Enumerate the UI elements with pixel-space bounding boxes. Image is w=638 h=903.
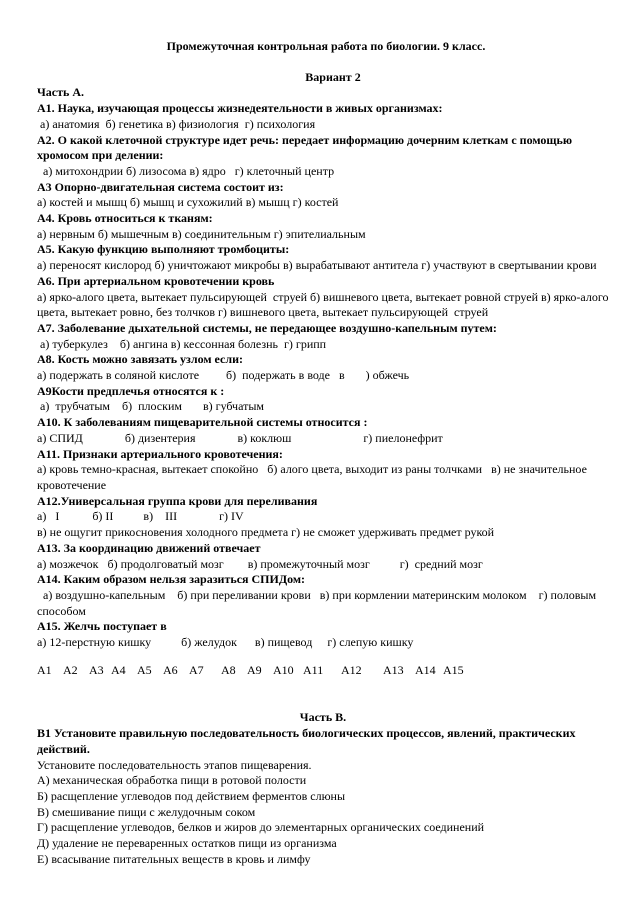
question-text: А1. Наука, изучающая процессы жизнедеятельности в живых организмах: (37, 101, 443, 116)
part-b-items (37, 773, 609, 867)
question-block (37, 494, 609, 541)
question-text: А15. Желчь поступает в (37, 619, 167, 634)
part-b-instruction: Установите последовательность этапов пищеварения. (37, 757, 312, 772)
question-block (37, 384, 609, 415)
answer-options: а) СПИД б) дизентерия в) коклюш г) пиелонефрит (37, 430, 443, 445)
answer-options: а) I б) II в) III г) IV (37, 509, 244, 524)
answer-label: А15 (443, 662, 464, 677)
sequence-item: Г) расщепление углеводов, белков и жиров до элементарных органических соединений (37, 820, 485, 835)
variant-label: Вариант 2 (305, 69, 361, 84)
question-block (37, 572, 609, 619)
answer-labels-row (37, 663, 609, 679)
answer-options: а) мозжечок б) продолговатый мозг в) промежуточный мозг г) средний мозг (37, 556, 483, 571)
answer-label: А1 (37, 662, 52, 677)
sequence-item: Б) расщепление углеводов под действием ферментов слюны (37, 788, 346, 803)
answer-options: а) костей и мышц б) мышц и сухожилий в) мышц г) костей (37, 195, 339, 210)
sequence-item: Д) удаление не переваренных остатков пищи из организма (37, 836, 337, 851)
answer-options: а) нервным б) мышечным в) соединительным г) эпителиальным (37, 226, 366, 241)
question-text: А4. Кровь относиться к тканям: (37, 211, 213, 226)
question-text: А10. К заболеваниям пищеварительной системы относится : (37, 415, 368, 430)
question-text: А13. За координацию движений отвечает (37, 540, 261, 555)
part-b-title: Часть В. (299, 710, 347, 725)
answer-label: А2 (63, 662, 78, 677)
answer-options: а) подержать в соляной кислоте б) подержать в воде в ) обжечь (37, 368, 410, 383)
question-text: А6. При артериальном кровотечении кровь (37, 273, 275, 288)
question-block (37, 242, 609, 273)
question-text: А14. Каким образом нельзя заразиться СПИДом: (37, 572, 306, 587)
sequence-item: В) смешивание пищи с желудочным соком (37, 804, 256, 819)
question-block (37, 133, 609, 180)
part-a-questions (37, 101, 612, 651)
page-title: Промежуточная контрольная работа по биологии. 9 класс. (166, 39, 486, 53)
answer-options: а) воздушно-капельным б) при переливании крови в) при кормлении материнским молоком г) половым способом (37, 587, 600, 618)
question-block (37, 415, 609, 446)
question-text: А12.Универсальная группа крови для переливания (37, 493, 318, 508)
answer-label: А13 (383, 662, 404, 677)
question-block (37, 321, 609, 352)
question-block (37, 619, 609, 650)
answer-label: А12 (341, 662, 362, 677)
question-block (37, 352, 609, 383)
answer-options: а) 12-перстную кишку б) желудок в) пищевод г) слепую кишку (37, 635, 414, 650)
question-text: А8. Кость можно завязать узлом если: (37, 352, 243, 367)
answer-label: А4 (111, 662, 126, 677)
question-text: А5. Какую функцию выполняют тромбоциты: (37, 242, 290, 257)
answer-label: А5 (137, 662, 152, 677)
answer-options: а) кровь темно-красная, вытекает спокойно б) алого цвета, выходит из раны толчками в) не значительное кровотечение (37, 462, 590, 492)
answer-label: А7 (189, 662, 204, 677)
question-text: А11. Признаки артериального кровотечения: (37, 446, 283, 461)
question-block (37, 180, 609, 211)
question-text: А9Кости предплечья относятся к : (37, 383, 225, 398)
part-a-title: Часть А. (37, 85, 85, 100)
question-block (37, 101, 609, 132)
question-text: А3 Опорно-двигательная система состоит из: (37, 179, 284, 194)
question-block (37, 447, 609, 494)
answer-options: а) ярко-алого цвета, вытекает пульсирующей струей б) вишневого цвета, вытекает ровной струей в) ярко-алого цвета, вытекает ровно, без толчков г) вишневого цвета, вытекает пульсирующей струей (37, 289, 612, 320)
part-b-question: В1 Установите правильную последовательность биологических процессов, явлений, практических действий. (37, 726, 576, 756)
answer-label: А6 (163, 662, 178, 677)
answer-label: А10 (273, 662, 294, 677)
question-text: А2. О какой клеточной структуре идет речь: передает информацию дочерним клеткам с помощью хромосом при делении: (37, 132, 573, 163)
answer-label: А14 (415, 662, 436, 677)
question-text: А7. Заболевание дыхательной системы, не передающее воздушно-капельным путем: (37, 320, 497, 335)
answer-options: в) не ощугит прикосновения холодного предмета г) не сможет удерживать предмет рукой (37, 525, 495, 540)
question-block (37, 273, 612, 321)
sequence-item: Е) всасывание питательных веществ в кровь и лимфу (37, 851, 311, 866)
document-content (37, 39, 612, 867)
answer-options: а) митохондрии б) лизосома в) ядро г) клеточный центр (37, 163, 335, 178)
answer-options: а) трубчатым б) плоским в) губчатым (37, 399, 265, 414)
answer-options: а) туберкулез б) ангина в) кессонная болезнь г) грипп (37, 336, 327, 351)
answer-options: а) переносят кислород б) уничтожают микробы в) вырабатывают антитела г) участвуют в свертывании крови (37, 258, 597, 273)
question-block (37, 211, 609, 242)
answer-label: А8 (221, 662, 236, 677)
question-block (37, 541, 609, 572)
answer-label: А11 (303, 662, 324, 677)
sequence-item: А) механическая обработка пищи в ротовой полости (37, 773, 307, 788)
answer-label: А9 (247, 662, 262, 677)
answer-options: а) анатомия б) генетика в) физиология г) психология (37, 116, 316, 131)
answer-label: А3 (89, 662, 104, 677)
